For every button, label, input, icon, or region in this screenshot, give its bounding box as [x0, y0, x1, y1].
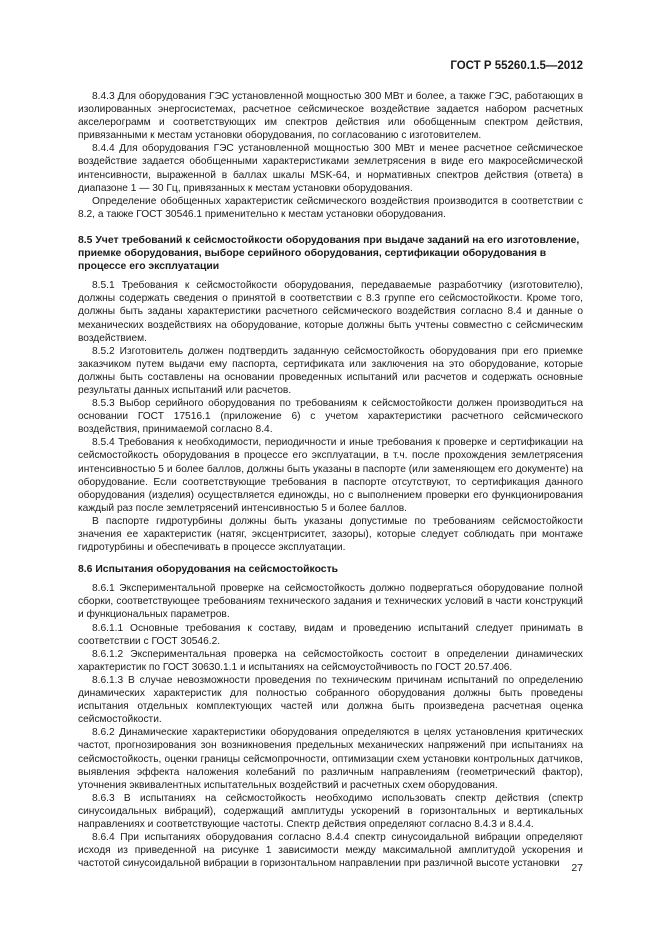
- paragraph-8-6-1: 8.6.1 Экспериментальной проверке на сейсмостойкость должно подвергаться оборудование полной сборки, соответствующее требованиям технического задания и технических условий в части конструкций и функциональных параметров.: [78, 583, 583, 621]
- page-number: 27: [571, 862, 583, 874]
- paragraph-8-6-1-1: 8.6.1.1 Основные требования к составу, видам и проведению испытаний следует принимать в соответствии с ГОСТ 30546.2.: [78, 622, 583, 647]
- paragraph-8-6-2: 8.6.2 Динамические характеристики оборудования определяются в целях установления критических частот, прогнозирования зон возникновения предельных механических напряжений при испытаниях на сейсмостойкость, оценки границы сейсмопрочности, оптимизации схем установки контрольных датчиков, выявления эффекта наложения колебаний по различным направлениям (геометрический фактор), уточнения эквивалентных испытательных воздействий и расчетных схем оборудования.: [78, 727, 583, 791]
- paragraph-8-6-4: 8.6.4 При испытаниях оборудования согласно 8.4.4 спектр синусоидальной вибрации определяют исходя из приведенной на рисунке 1 зависимости между максимальной амплитудой ускорения и частотой синусоидальной вибрации в горизонтальном направлении при различной высоте установки: [78, 832, 583, 870]
- section-heading-8-6: 8.6 Испытания оборудования на сейсмостойкость: [78, 564, 339, 576]
- paragraph-8-6-1-3: 8.6.1.3 В случае невозможности проведения по техническим причинам испытаний по определению динамических характеристик для полностью собранного оборудования должны быть проведены испытания отдельных комплектующих частей или должна быть произведена расчетная оценка сейсмостойкости.: [78, 674, 583, 726]
- document-body: [78, 90, 583, 870]
- section-heading-8-5: 8.5 Учет требований к сейсмостойкости оборудования при выдаче заданий на его изготовление, приемке оборудования, выборе серийного оборудования, сертификации оборудования в процессе его эксплуатации: [78, 234, 580, 273]
- document-code-header: ГОСТ Р 55260.1.5—2012: [450, 60, 583, 72]
- paragraph-8-4-3: 8.4.3 Для оборудования ГЭС установленной мощностью 300 МВт и более, а также ГЭС, работающих в изолированных энергосистемах, расчетное сейсмическое воздействие задается набором расчетных акселерограмм и соответствующих им спектров действия или обобщенным спектром действия, привязанными к местам установки оборудования, по согласованию с изготовителем.: [78, 91, 583, 142]
- paragraph-8-5-2: 8.5.2 Изготовитель должен подтвердить заданную сейсмостойкость оборудования при его приемке заказчиком путем выдачи ему паспорта, сертификата или заключения на это оборудование, которые должны быть составлены на основании проведенных испытаний или расчетов и содержать основные результаты данных испытаний или расчетов.: [78, 345, 583, 396]
- paragraph-8-5-4: 8.5.4 Требования к необходимости, периодичности и иные требования к проверке и сертификации на сейсмостойкость оборудования в процессе его эксплуатации, в т.ч. после прохождения землетрясения интенсивностью 5 и более баллов, должны быть указаны в паспорте (или заменяющем его документе) на оборудование. Если соответствующие требования в паспорте отсутствуют, то сертификация данного оборудования (изделия) осуществляется единожды, но с выполнением проверки его функционирования каждый раз после землетрясений интенсивностью 5 и более баллов.: [78, 437, 583, 514]
- paragraph-8-6-3: 8.6.3 В испытаниях на сейсмостойкость необходимо использовать спектр действия (спектр синусоидальных вибраций), содержащий амплитуды ускорений в горизонтальных и вертикальных направлениях и соответствующие частоты. Спектр действия определяют согласно 8.4.3 и 8.4.4.: [78, 792, 583, 830]
- paragraph-turbine-passport: В паспорте гидротурбины должны быть указаны допустимые по требованиям сейсмостойкости значения ее характеристик (натяг, эксцентриситет, зазоры), которые следует соблюдать при монтаже гидротурбины и обеспечивать в процессе эксплуатации.: [78, 515, 583, 554]
- paragraph-definition: Определение обобщенных характеристик сейсмического воздействия производится в соответствии с 8.2, а также ГОСТ 30546.1 применительно к местам установки оборудования.: [78, 195, 583, 220]
- paragraph-8-5-3: 8.5.3 Выбор серийного оборудования по требованиям к сейсмостойкости должен производиться на основании ГОСТ 17516.1 (приложение 6) с учетом характеристики расчетного сейсмического воздействия, принимаемой согласно 8.4.: [78, 398, 583, 436]
- paragraph-8-5-1: 8.5.1 Требования к сейсмостойкости оборудования, передаваемые разработчику (изготовителю), должны содержать сведения о принятой в соответствии с 8.3 группе его сейсмостойкости. Кроме того, должны быть заданы характеристики расчетного сейсмического воздействия согласно 8.4 и данные о механических воздействиях на оборудование, которые должны быть учтены совместно с сейсмическим воздействием.: [78, 280, 583, 344]
- paragraph-8-6-1-2: 8.6.1.2 Экспериментальная проверка на сейсмостойкость состоит в определении динамических характеристик по ГОСТ 30630.1.1 и испытаниях на сейсмоустойчивость по ГОСТ 20.57.406.: [78, 648, 583, 673]
- paragraph-8-4-4: 8.4.4 Для оборудования ГЭС установленной мощностью 300 МВт и менее расчетное сейсмическое воздействие задается обобщенными характеристиками землетрясения в виде его макросейсмической интенсивности, выраженной в баллах шкалы MSK-64, и нормативных спектров действия (ответа) в диапазоне 1 — 30 Гц, привязанных к местам установки оборудования.: [78, 143, 583, 194]
